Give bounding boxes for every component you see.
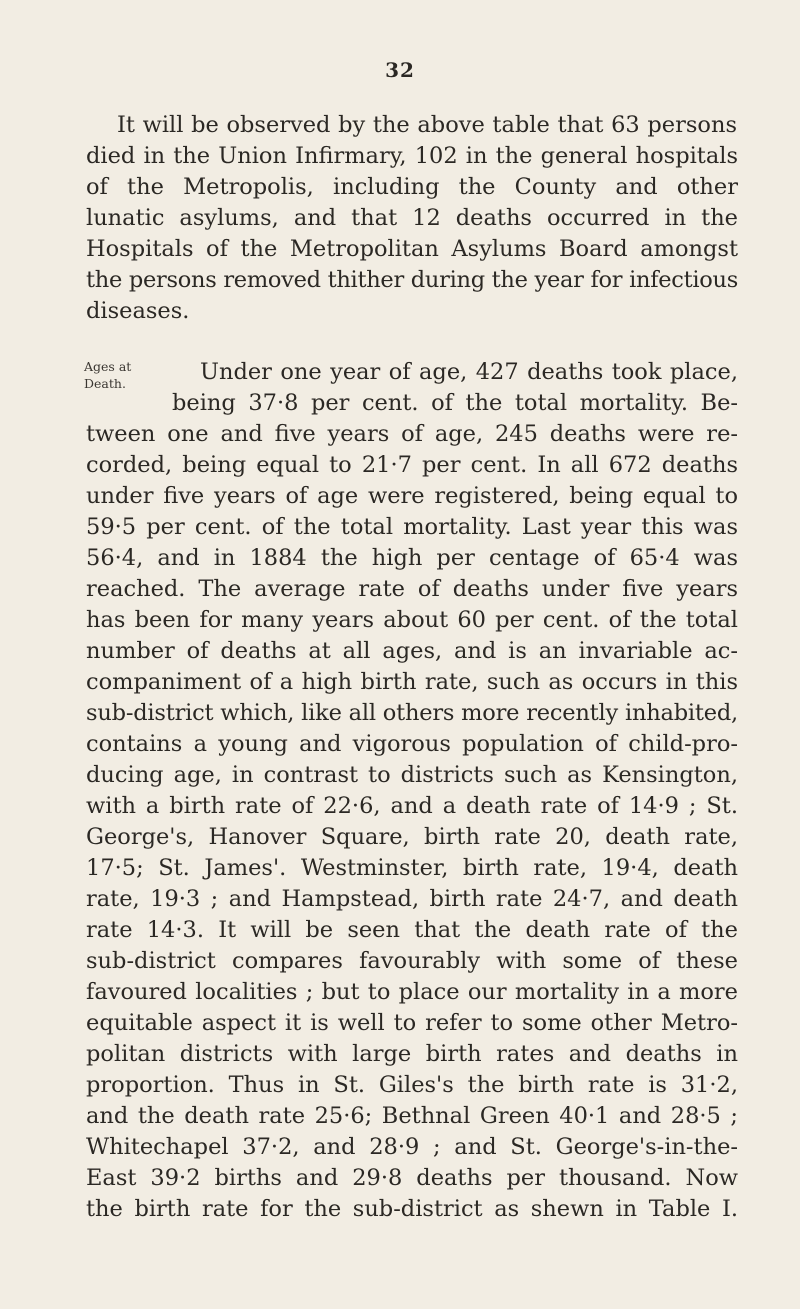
text-line: contains a young and vigorous population of child-pro- xyxy=(86,731,738,757)
text-line: Hospitals of the Metropolitan Asylums Board amongst xyxy=(86,236,738,262)
text-line: companiment of a high birth rate, such as occurs in this xyxy=(86,669,738,695)
text-line: tween one and five years of age, 245 deaths were re- xyxy=(86,421,738,447)
text-line: Whitechapel 37·2, and 28·9 ; and St. George's-in-the- xyxy=(86,1134,738,1160)
text-line: being 37·8 per cent. of the total mortality. Be- xyxy=(172,390,738,416)
text-line: equitable aspect it is well to refer to some other Metro- xyxy=(86,1010,738,1036)
text-line: 56·4, and in 1884 the high per centage of 65·4 was xyxy=(86,545,738,571)
text-line: sub-district compares favourably with some of these xyxy=(86,948,738,974)
text-line: the birth rate for the sub-district as shewn in Table I. xyxy=(86,1196,738,1222)
text-line: favoured localities ; but to place our mortality in a more xyxy=(86,979,738,1005)
text-line: rate 14·3. It will be seen that the death rate of the xyxy=(86,917,738,943)
text-line: proportion. Thus in St. Giles's the birth rate is 31·2, xyxy=(86,1072,738,1098)
text-line: of the Metropolis, including the County and other xyxy=(86,174,738,200)
text-line: rate, 19·3 ; and Hampstead, birth rate 24·7, and death xyxy=(86,886,738,912)
text-line: corded, being equal to 21·7 per cent. In all 672 deaths xyxy=(86,452,738,478)
text-line: number of deaths at all ages, and is an invariable ac- xyxy=(86,638,738,664)
margin-note-ages-at-death xyxy=(84,358,131,392)
text-line: sub-district which, like all others more recently inhabited, xyxy=(86,700,738,726)
text-line: Under one year of age, 427 deaths took place, xyxy=(200,359,738,385)
text-line: politan districts with large birth rates and deaths in xyxy=(86,1041,738,1067)
text-line: and the death rate 25·6; Bethnal Green 40·1 and 28·5 ; xyxy=(86,1103,738,1129)
text-line: under five years of age were registered, being equal to xyxy=(86,483,738,509)
text-line: 17·5; St. James'. Westminster, birth rate, 19·4, death xyxy=(86,855,738,881)
text-line: It will be observed by the above table that 63 persons xyxy=(117,112,737,138)
page-number: 32 xyxy=(385,58,415,82)
margin-note-line: Death. xyxy=(84,376,126,391)
text-line: has been for many years about 60 per cent. of the total xyxy=(86,607,738,633)
text-line: the persons removed thither during the year for infectious xyxy=(86,267,738,293)
text-line: diseases. xyxy=(86,298,190,324)
text-line: 59·5 per cent. of the total mortality. Last year this was xyxy=(86,514,738,540)
text-line: with a birth rate of 22·6, and a death rate of 14·9 ; St. xyxy=(86,793,738,819)
margin-note-line: Ages at xyxy=(84,359,132,374)
text-line: George's, Hanover Square, birth rate 20, death rate, xyxy=(86,824,738,850)
text-line: ducing age, in contrast to districts such as Kensington, xyxy=(86,762,738,788)
text-line: reached. The average rate of deaths under five years xyxy=(86,576,738,602)
text-line: died in the Union Infirmary, 102 in the general hospitals xyxy=(86,143,738,169)
text-line: lunatic asylums, and that 12 deaths occurred in the xyxy=(86,205,738,231)
text-line: East 39·2 births and 29·8 deaths per thousand. Now xyxy=(86,1165,738,1191)
